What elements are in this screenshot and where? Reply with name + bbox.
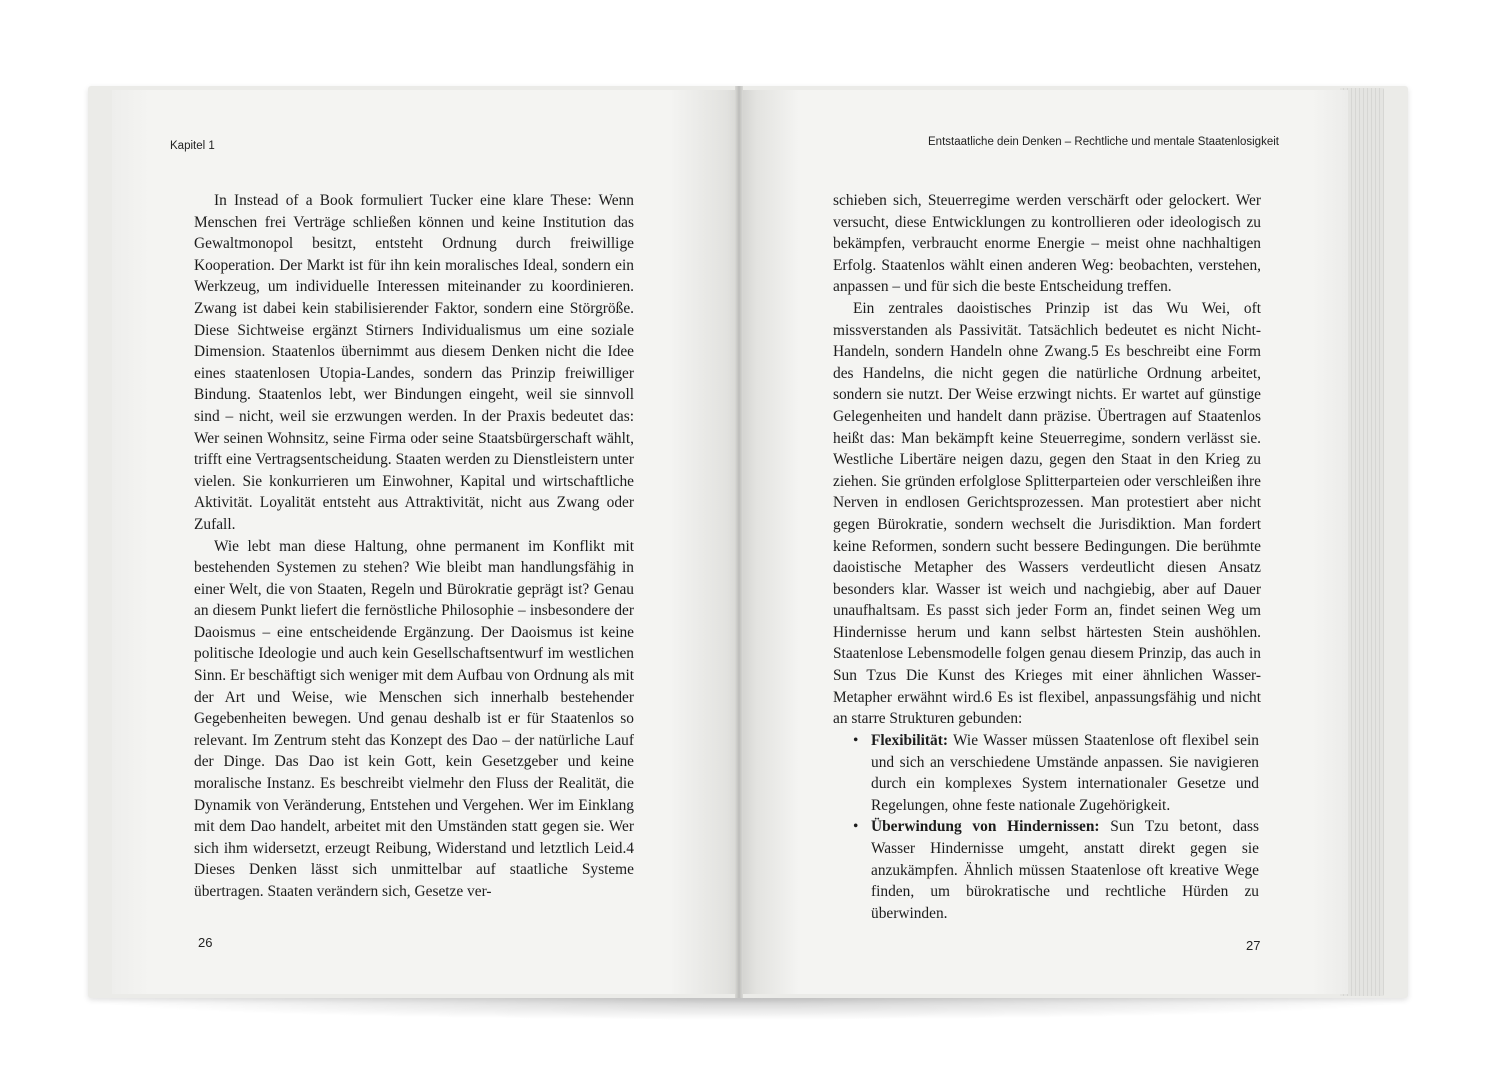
list-item-term: Flexibilität:	[871, 732, 948, 749]
left-page	[112, 90, 746, 994]
paragraph: In Instead of a Book formuliert Tucker eine klare These: Wenn Menschen frei Verträge schließen können und keine Institution das Gewaltmonopol besitzt, entsteht Ordnung durch freiwillige Kooperation. Der Markt ist für ihn kein moralisches Ideal, sondern ein Werkzeug, um individuelle Interessen miteinander zu koordinieren. Zwang ist dabei kein stabilisierender Faktor, sondern eine Störgröße. Diese Sichtweise ergänzt Stirners Individualismus um eine soziale Dimension. Staatenlos übernimmt aus diesem Denken nicht die Idee eines staatenlosen Utopia-Landes, sondern das Prinzip freiwilliger Bindung. Staatenlos lebt, wer Bindungen eingeht, weil sie sinnvoll sind – nicht, weil sie erzwungen werden. In der Praxis bedeutet das: Wer seinen Wohnsitz, seine Firma oder seine Staatsbürgerschaft wählt, trifft eine Vertragsentscheidung. Staaten werden zu Dienstleistern unter vielen. Sie konkurrieren um Einwohner, Kapital und wirtschaftliche Aktivität. Loyalität entsteht aus Attraktivität, nicht aus Zwang oder Zufall.	[194, 192, 634, 533]
running-header-right: Entstaatliche dein Denken – Rechtliche und mentale Staatenlosigkeit	[928, 136, 1279, 148]
list-item-term: Überwindung von Hindernissen:	[871, 818, 1100, 836]
paragraph: Wie lebt man diese Haltung, ohne permanent im Konflikt mit bestehenden Systemen zu stehen? Wie bleibt man handlungsfähig in einer Welt, die von Staaten, Regeln und Bürokratie geprägt ist? Genau an diesem Punkt liefert die fernöstliche Philosophie – insbesondere der Daoismus – eine entscheidende Ergänzung. Der Daoismus ist keine politische Ideologie und auch kein Gesellschaftsentwurf im westlichen Sinn. Er beschäftigt sich weniger mit dem Aufbau von Ordnung als mit der Art und Weise, wie Menschen sich innerhalb bestehender Gegebenheiten bewegen. Und genau deshalb ist er für Staatenlos so relevant. Im Zentrum steht das Konzept des Dao – der natürliche Lauf der Dinge. Das Dao ist kein Gott, kein Gesetzgeber und keine moralische Instanz. Es beschreibt vielmehr den Fluss der Realität, die Dynamik von Veränderung, Entstehen und Vergehen. Wer im Einklang mit dem Dao handelt, arbeitet mit den Umständen statt gegen sie. Wer sich ihm widersetzt, erzeugt Reibung, Widerstand und letztlich Leid.4 Dieses Denken lässt sich unmittelbar auf staatliche Systeme übertragen. Staaten verändern sich, Gesetze ver-	[194, 537, 634, 900]
book-spine	[735, 86, 743, 998]
paragraph: Ein zentrales daoistisches Prinzip ist das Wu Wei, oft missverstanden als Passivität. Tatsächlich bedeutet es nicht Nicht-Handeln, sondern Handeln ohne Zwang.5 Es beschreibt eine Form des Handelns, die nicht gegen die natürliche Ordnung arbeitet, sondern sie nutzt. Der Weise erzwingt nichts. Er wartet auf günstige Gelegenheiten und handelt dann präzise. Übertragen auf Staatenlos heißt das: Man bekämpft keine Steuerregime, sondern verlässt sie. Westliche Libertäre neigen dazu, gegen den Staat in den Krieg zu ziehen. Sie gründen erfolglose Splitterparteien oder verschleißen ihre Nerven in endlosen Gerichtsprozessen. Man protestiert aber nicht gegen Bürokratie, sondern wechselt die Jurisdiktion. Man fordert keine Reformen, sondern sucht bessere Bedingungen. Die berühmte daoistische Metapher des Wassers verdeutlicht diesen Ansatz besonders klar. Wasser ist weich und nachgiebig, aber auf Dauer unaufhaltsam. Es passt sich jeder Form an, findet seinen Weg um Hindernisse herum und kann selbst härtesten Stein aushöhlen. Staatenlose Lebensmodelle folgen genau diesem Prinzip, das auch in Sun Tzus Die Kunst des Krieges mit einer ähnlichen Wasser-Metapher erwähnt wird.6 Es ist flexibel, anpassungsfähig und nicht an starre Strukturen gebunden:	[833, 299, 1261, 728]
right-page	[738, 90, 1348, 994]
list-item	[851, 730, 1259, 816]
page-number-left: 26	[198, 935, 213, 950]
bullet-icon: •	[853, 818, 859, 836]
list-item-text: Sun Tzu betont, dass Wasser Hindernisse umgeht, anstatt direkt gegen sie anzukämpfen. Ähnlich müssen Staatenlose oft kreative Wege finden, um bürokratische und rechtliche Hürden zu überwinden.	[871, 818, 1260, 922]
bullet-list	[851, 730, 1259, 924]
right-page-body	[833, 190, 1261, 730]
page-number-right: 27	[1246, 938, 1261, 953]
paragraph: schieben sich, Steuerregime werden verschärft oder gelockert. Wer versucht, diese Entwicklungen zu kontrollieren oder ideologisch zu bekämpfen, verbraucht enorme Energie – meist ohne nachhaltigen Erfolg. Staatenlos wählt einen anderen Weg: beobachten, verstehen, anpassen – und für sich die beste Entscheidung treffen.	[833, 192, 1261, 296]
list-item-text: Wie Wasser müssen Staatenlose oft flexibel sein und sich an verschiedene Umstände anpassen. Sie navigieren durch ein komplexes System internationaler Gesetze und Regelungen, ohne feste nationale Zugehörigkeit.	[871, 732, 1259, 814]
left-page-body	[194, 190, 634, 903]
bullet-icon: •	[853, 732, 859, 749]
running-header-left: Kapitel 1	[170, 140, 215, 152]
list-item	[851, 816, 1259, 924]
